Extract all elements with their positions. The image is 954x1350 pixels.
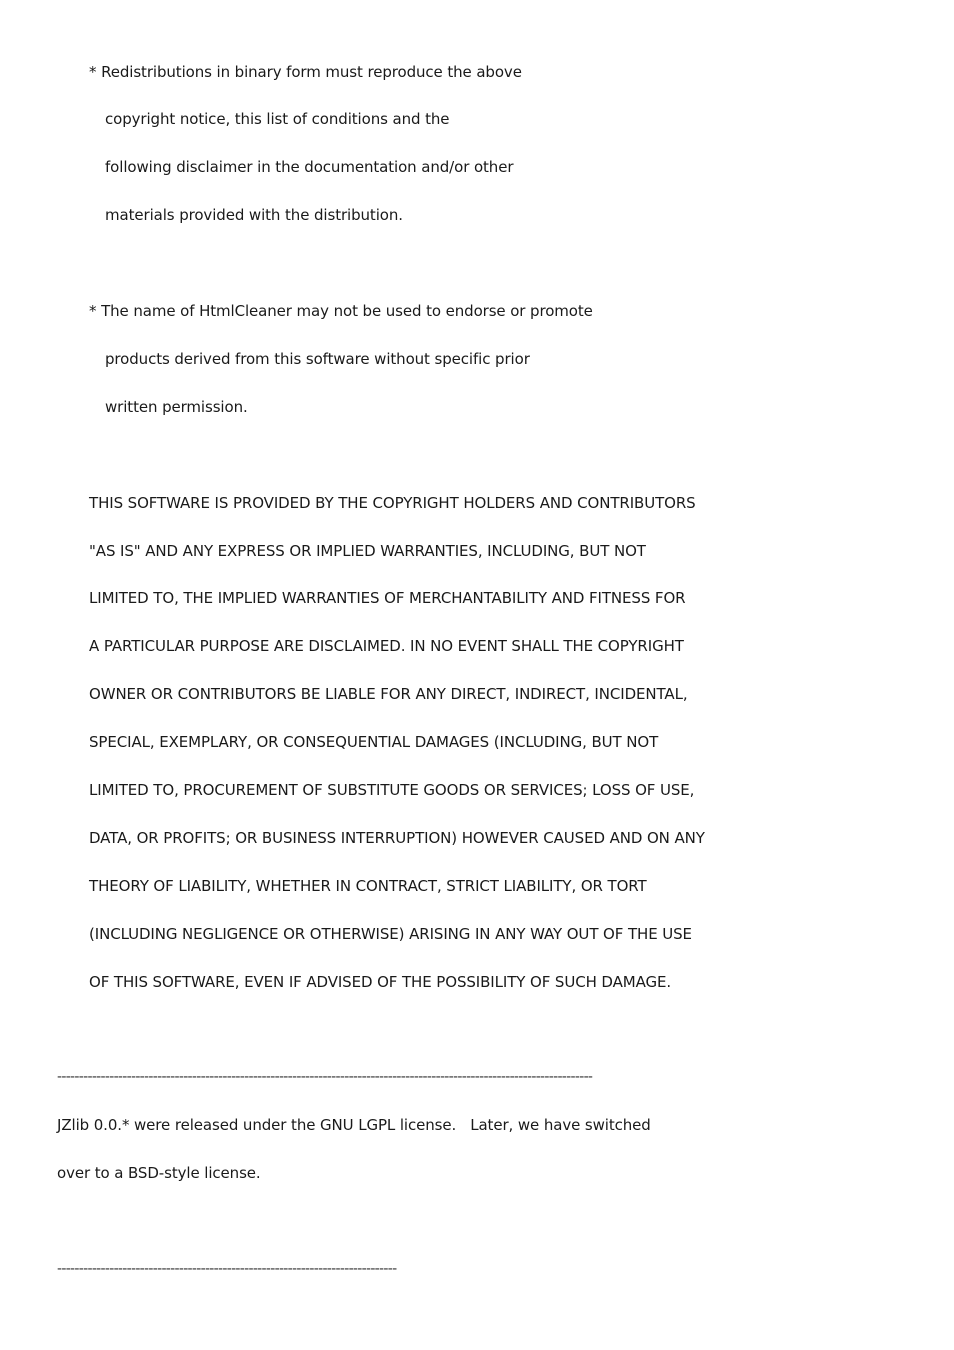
redistribution-clause-line: materials provided with the distribution. — [105, 206, 403, 224]
disclaimer-line: DATA, OR PROFITS; OR BUSINESS INTERRUPTION) HOWEVER CAUSED AND ON ANY — [89, 829, 705, 847]
jzlib-note-line: over to a BSD-style license. — [57, 1164, 261, 1182]
disclaimer-line: OF THIS SOFTWARE, EVEN IF ADVISED OF THE POSSIBILITY OF SUCH DAMAGE. — [89, 973, 672, 991]
name-clause-line: * The name of HtmlCleaner may not be used to endorse or promote — [89, 302, 593, 320]
disclaimer-line: LIMITED TO, THE IMPLIED WARRANTIES OF MERCHANTABILITY AND FITNESS FOR — [89, 589, 686, 607]
disclaimer-line: "AS IS" AND ANY EXPRESS OR IMPLIED WARRANTIES, INCLUDING, BUT NOT — [89, 542, 646, 560]
separator-long: --------------------------------------------------------------------------------------------------------------------------- — [57, 1069, 593, 1085]
disclaimer-line: THIS SOFTWARE IS PROVIDED BY THE COPYRIGHT HOLDERS AND CONTRIBUTORS — [89, 494, 696, 512]
jzlib-note-line: JZlib 0.0.* were released under the GNU LGPL license. Later, we have switched — [57, 1116, 651, 1134]
redistribution-clause-line: following disclaimer in the documentation and/or other — [105, 158, 514, 176]
redistribution-clause-line: copyright notice, this list of conditions and the — [105, 110, 450, 128]
name-clause-line: written permission. — [105, 398, 248, 416]
disclaimer-line: A PARTICULAR PURPOSE ARE DISCLAIMED. IN NO EVENT SHALL THE COPYRIGHT — [89, 637, 684, 655]
disclaimer-line: LIMITED TO, PROCUREMENT OF SUBSTITUTE GOODS OR SERVICES; LOSS OF USE, — [89, 781, 695, 799]
disclaimer-line: THEORY OF LIABILITY, WHETHER IN CONTRACT, STRICT LIABILITY, OR TORT — [89, 877, 647, 895]
redistribution-clause-line: * Redistributions in binary form must reproduce the above — [89, 63, 522, 81]
disclaimer-line: OWNER OR CONTRIBUTORS BE LIABLE FOR ANY DIRECT, INDIRECT, INCIDENTAL, — [89, 685, 688, 703]
disclaimer-line: SPECIAL, EXEMPLARY, OR CONSEQUENTIAL DAMAGES (INCLUDING, BUT NOT — [89, 733, 659, 751]
name-clause-line: products derived from this software without specific prior — [105, 350, 530, 368]
disclaimer-line: (INCLUDING NEGLIGENCE OR OTHERWISE) ARISING IN ANY WAY OUT OF THE USE — [89, 925, 692, 943]
separator-short: ------------------------------------------------------------------------------ — [57, 1261, 397, 1277]
